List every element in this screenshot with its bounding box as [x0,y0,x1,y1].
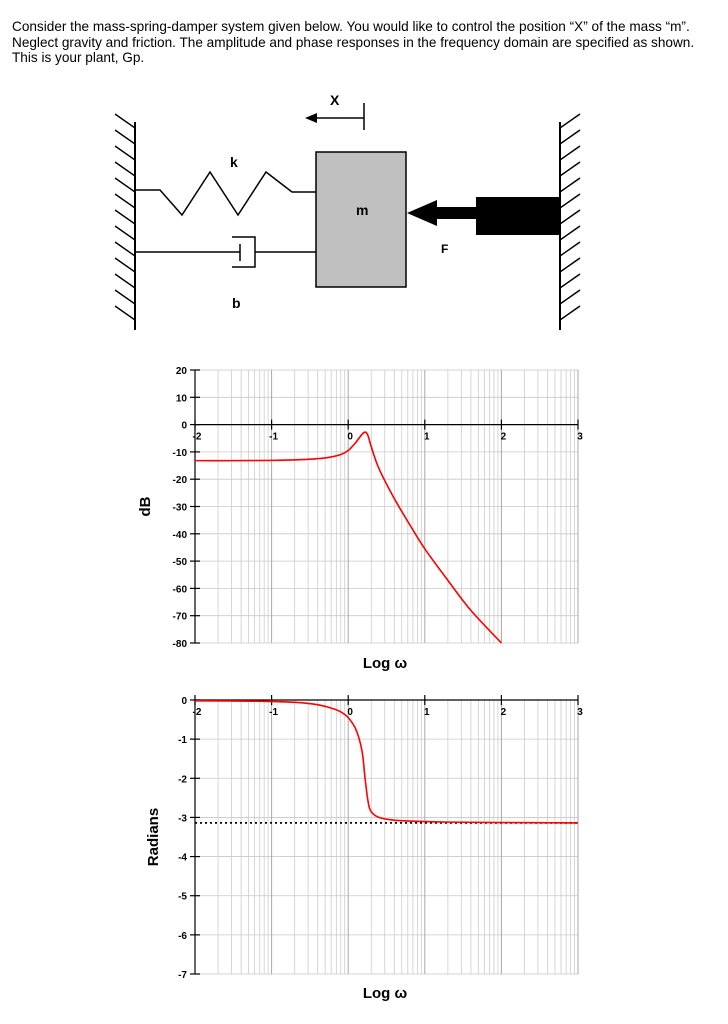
wall-hatch-mark [560,258,580,272]
wall-hatch-mark [560,178,580,192]
wall-hatch-mark [560,290,580,304]
x-tick-label: 3 [577,707,583,718]
x-tick-label: 3 [577,431,583,443]
phase-grid [192,700,578,974]
wall-hatch-mark [560,306,580,320]
y-tick-label: -70 [172,611,187,623]
y-tick-label: 0 [181,696,187,707]
x-tick-label: -2 [192,707,202,718]
y-tick-label: -40 [172,529,187,541]
position-label: X [330,92,340,108]
y-tick-label: -60 [172,584,187,596]
position-arrow-head [305,113,317,123]
wall-hatch-mark [560,242,580,256]
x-tick-label: -1 [269,431,279,443]
wall-hatch-mark [115,178,135,192]
wall-hatch-mark [115,306,135,320]
wall-hatch-mark [115,274,135,288]
damper-label: b [232,295,241,311]
x-tick-label: 1 [424,431,430,443]
force-label: F [441,242,449,256]
y-tick-label: -2 [178,774,187,786]
y-tick-label: -10 [172,447,187,459]
wall-hatch-mark [560,114,580,128]
mass-label: m [356,202,369,218]
x-tick-label: 0 [347,707,353,718]
spring-label: k [230,154,238,170]
wall-hatch-mark [560,130,580,144]
x-tick-label: 2 [500,707,507,718]
y-tick-label: -4 [178,852,187,864]
wall-hatch-mark [560,210,580,224]
x-tick-label: 0 [347,431,353,443]
wall-hatch-mark [560,146,580,160]
magnitude-y-axis-label: dB [137,496,154,517]
y-tick-label: -7 [178,970,187,981]
x-tick-label: -1 [269,707,279,718]
phase-y-axis-label: Radians [145,807,162,867]
y-tick-label: -20 [172,475,187,487]
y-tick-label: -5 [178,891,187,903]
force-arrow-head [407,200,437,226]
spring [135,172,316,215]
wall-hatch-mark [560,194,580,208]
x-tick-label: -2 [192,431,202,443]
wall-hatch-mark [115,258,135,272]
magnitude-x-axis-label: Log ω [362,655,408,672]
wall-hatch-mark [115,146,135,160]
wall-hatch-mark [115,210,135,224]
phase-plot [145,695,583,1002]
y-tick-label: -30 [172,502,187,514]
y-tick-label: 20 [175,366,187,377]
y-tick-label: -6 [178,930,187,942]
magnitude-plot [137,366,583,672]
y-tick-label: -80 [172,639,187,650]
wall-hatch-mark [115,130,135,144]
problem-statement: Consider the mass-spring-damper system given below. You would like to control the position “X” of the mass “m”. Neglect gravity and friction. The amplitude and phase responses in the frequency domain are specified as shown. This is your plant, Gp. [12,19,695,65]
magnitude-grid [192,370,578,643]
wall-hatch-mark [560,226,580,240]
phase-x-axis-label: Log ω [362,985,408,1002]
left-wall-hatching [115,114,135,320]
phase-response-line [192,701,578,823]
actuator-block [476,197,560,235]
wall-hatch-mark [115,162,135,176]
y-tick-label: 10 [175,393,187,405]
wall-hatch-mark [115,290,135,304]
wall-hatch-mark [115,114,135,128]
damper [135,237,316,267]
wall-hatch-mark [115,194,135,208]
y-tick-label: -50 [172,557,187,569]
x-tick-label: 2 [500,431,507,443]
x-tick-label: 1 [424,707,430,718]
wall-hatch-mark [115,242,135,256]
right-wall-hatching [560,114,580,320]
wall-hatch-mark [115,226,135,240]
magnitude-tick-labels [173,366,584,650]
wall-hatch-mark [560,162,580,176]
y-tick-label: -3 [178,813,187,825]
force-arrow-shaft [436,207,478,219]
wall-hatch-mark [560,274,580,288]
mass-spring-damper-diagram [115,92,580,330]
mass-block [316,152,406,287]
y-tick-label: 0 [181,420,187,432]
y-tick-label: -1 [178,735,187,747]
